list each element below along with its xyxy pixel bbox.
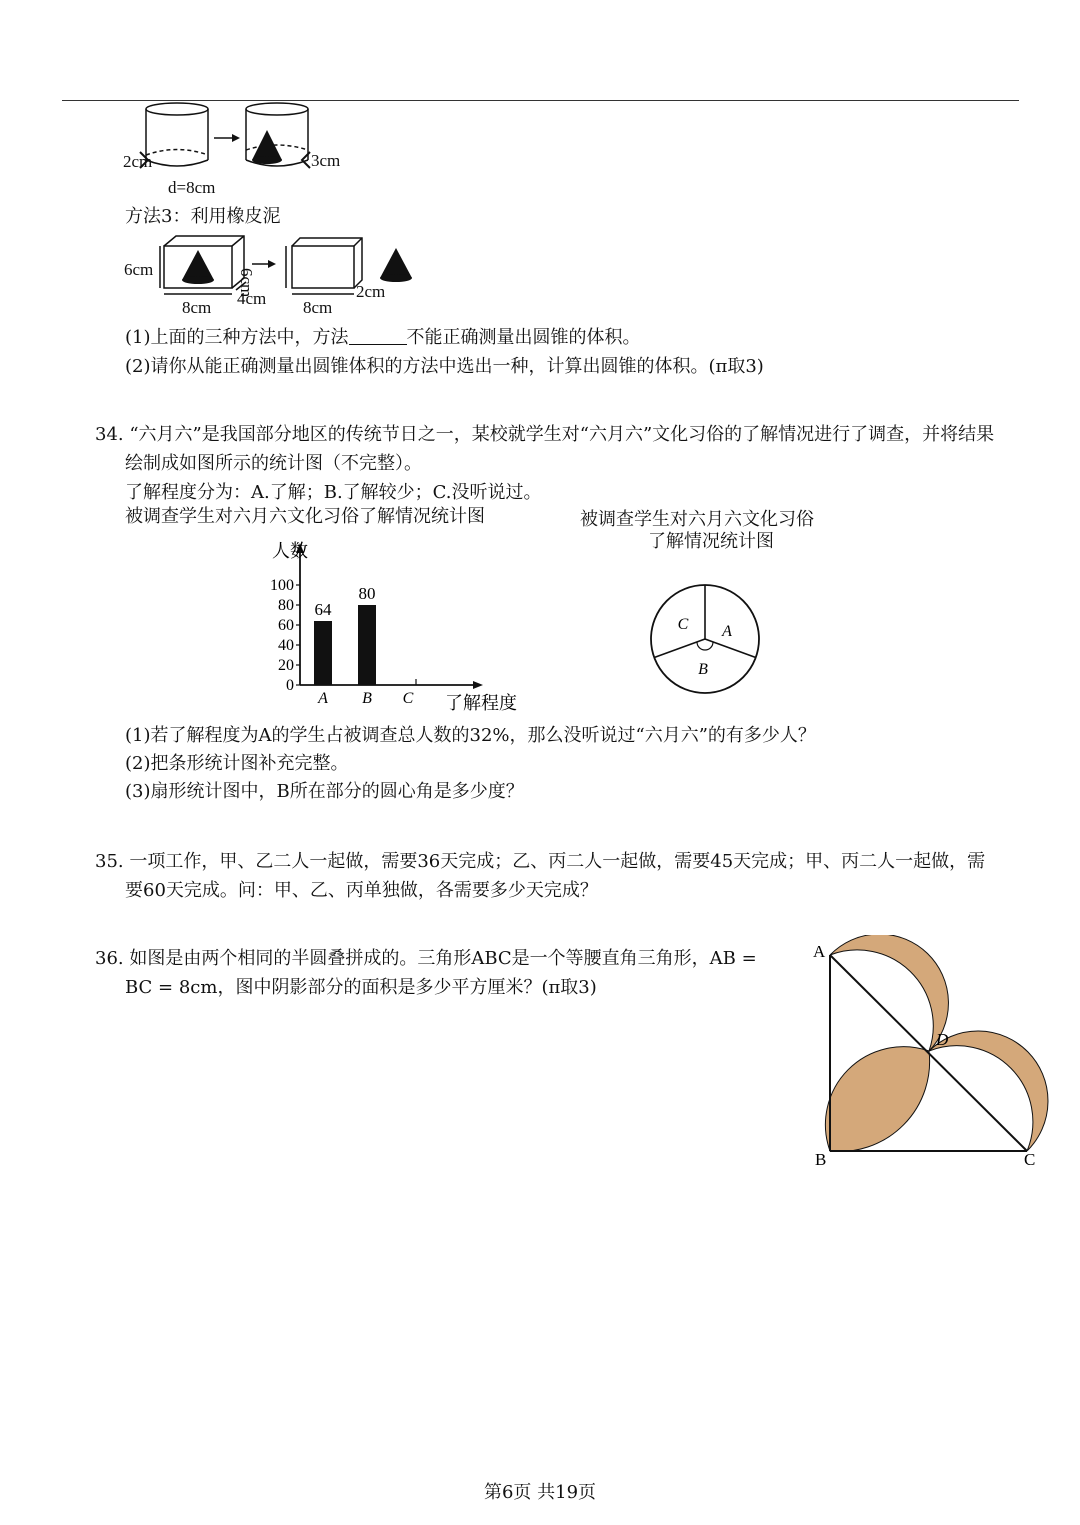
pie-chart-title-2: 了解情况统计图 (648, 531, 774, 552)
q33-sub2: (2)请你从能正确测量出圆锥体积的方法中选出一种，计算出圆锥的体积。(π取3) (125, 356, 764, 377)
data-label-a: 64 (314, 600, 332, 619)
pie-label-c: C (677, 616, 689, 633)
bar-b (358, 605, 376, 685)
data-label-b: 80 (358, 584, 376, 603)
q35-line2: 要60天完成。问：甲、乙、丙单独做，各需要多少天完成？ (125, 880, 598, 901)
q36-line1: 36. 如图是由两个相同的半圆叠拼成的。三角形ABC是一个等腰直角三角形，AB = (95, 948, 757, 969)
pie-label-a: A (722, 623, 732, 640)
shaded-lens-left (825, 1047, 929, 1152)
y-tick-label: 20 (278, 657, 294, 674)
shaded-lens-upper (830, 935, 948, 1051)
q34-line2: 绘制成如图所示的统计图（不完整）。 (125, 453, 422, 474)
x-axis-arrow (473, 681, 483, 689)
y-tick-label: 0 (286, 677, 294, 694)
bar-chart (250, 535, 550, 715)
x-tick-label-b: B (362, 690, 372, 707)
answer-blank[interactable] (349, 326, 407, 345)
q33-sub1-post: 不能正确测量出圆锥的体积。 (406, 327, 641, 348)
q33-sub1 (125, 326, 641, 350)
pie-chart-title-1: 被调查学生对六月六文化习俗 (580, 509, 814, 530)
label-diameter: d=8cm (168, 178, 216, 197)
x-tick-label-a: A (318, 690, 328, 707)
y-axis-label: 人数 (272, 541, 308, 561)
y-tick-label: 100 (270, 577, 294, 594)
q33-sub1-pre: (1)上面的三种方法中，方法 (125, 327, 349, 348)
q34-line3: 了解程度分为：A.了解；B.了解较少；C.没听说过。 (125, 482, 542, 503)
label-2cm-b: 2cm (356, 282, 386, 301)
pie-divider (654, 639, 705, 657)
label-6cm-b: 6cm (237, 268, 256, 298)
point-d: D (936, 1030, 949, 1049)
b-angle-mark (697, 642, 713, 650)
y-tick-label: 80 (278, 597, 294, 614)
label-2cm: 2cm (123, 152, 153, 171)
label-6cm-a: 6cm (124, 260, 154, 279)
q34-sub3: (3)扇形统计图中，B所在部分的圆心角是多少度？ (125, 781, 524, 802)
pie-label-b: B (698, 661, 708, 678)
y-tick-label: 60 (278, 617, 294, 634)
pie-divider (705, 639, 756, 657)
plasticine-figure (120, 228, 430, 318)
q36-line2: BC = 8cm，图中阴影部分的面积是多少平方厘米？(π取3) (125, 977, 597, 998)
label-8cm-a: 8cm (182, 298, 212, 317)
label-8cm-b: 8cm (303, 298, 333, 317)
pie-chart (640, 577, 770, 707)
q34-line1: 34. “六月六”是我国部分地区的传统节日之一，某校就学生对“六月六”文化习俗的了解情况进行了调查，并将结果 (95, 424, 995, 445)
q34-sub1: (1)若了解程度为A的学生占被调查总人数的32%，那么没听说过“六月六”的有多少人？ (125, 725, 816, 746)
y-tick-label: 40 (278, 637, 294, 654)
vertex-c: C (1024, 1150, 1036, 1169)
q34-sub2: (2)把条形统计图补充完整。 (125, 753, 349, 774)
shaded-lens-right (929, 1031, 1048, 1151)
q35-line1: 35. 一项工作，甲、乙二人一起做，需要36天完成；乙、丙二人一起做，需要45天完成；甲、丙二人一起做，需 (95, 851, 986, 872)
method3-title: 方法3：利用橡皮泥 (125, 206, 281, 227)
bar-a (314, 621, 332, 685)
x-axis-label: 了解程度 (445, 693, 517, 713)
label-4cm: 4cm (237, 289, 267, 308)
page-footer: 第6页 共19页 (483, 1482, 597, 1503)
vertex-b: B (815, 1150, 827, 1169)
label-3cm: 3cm (311, 151, 341, 170)
semicircle-figure (805, 935, 1055, 1175)
vertex-a: A (813, 942, 826, 961)
x-tick-label-c: C (402, 690, 414, 707)
bar-chart-title: 被调查学生对六月六文化习俗了解情况统计图 (125, 506, 485, 527)
